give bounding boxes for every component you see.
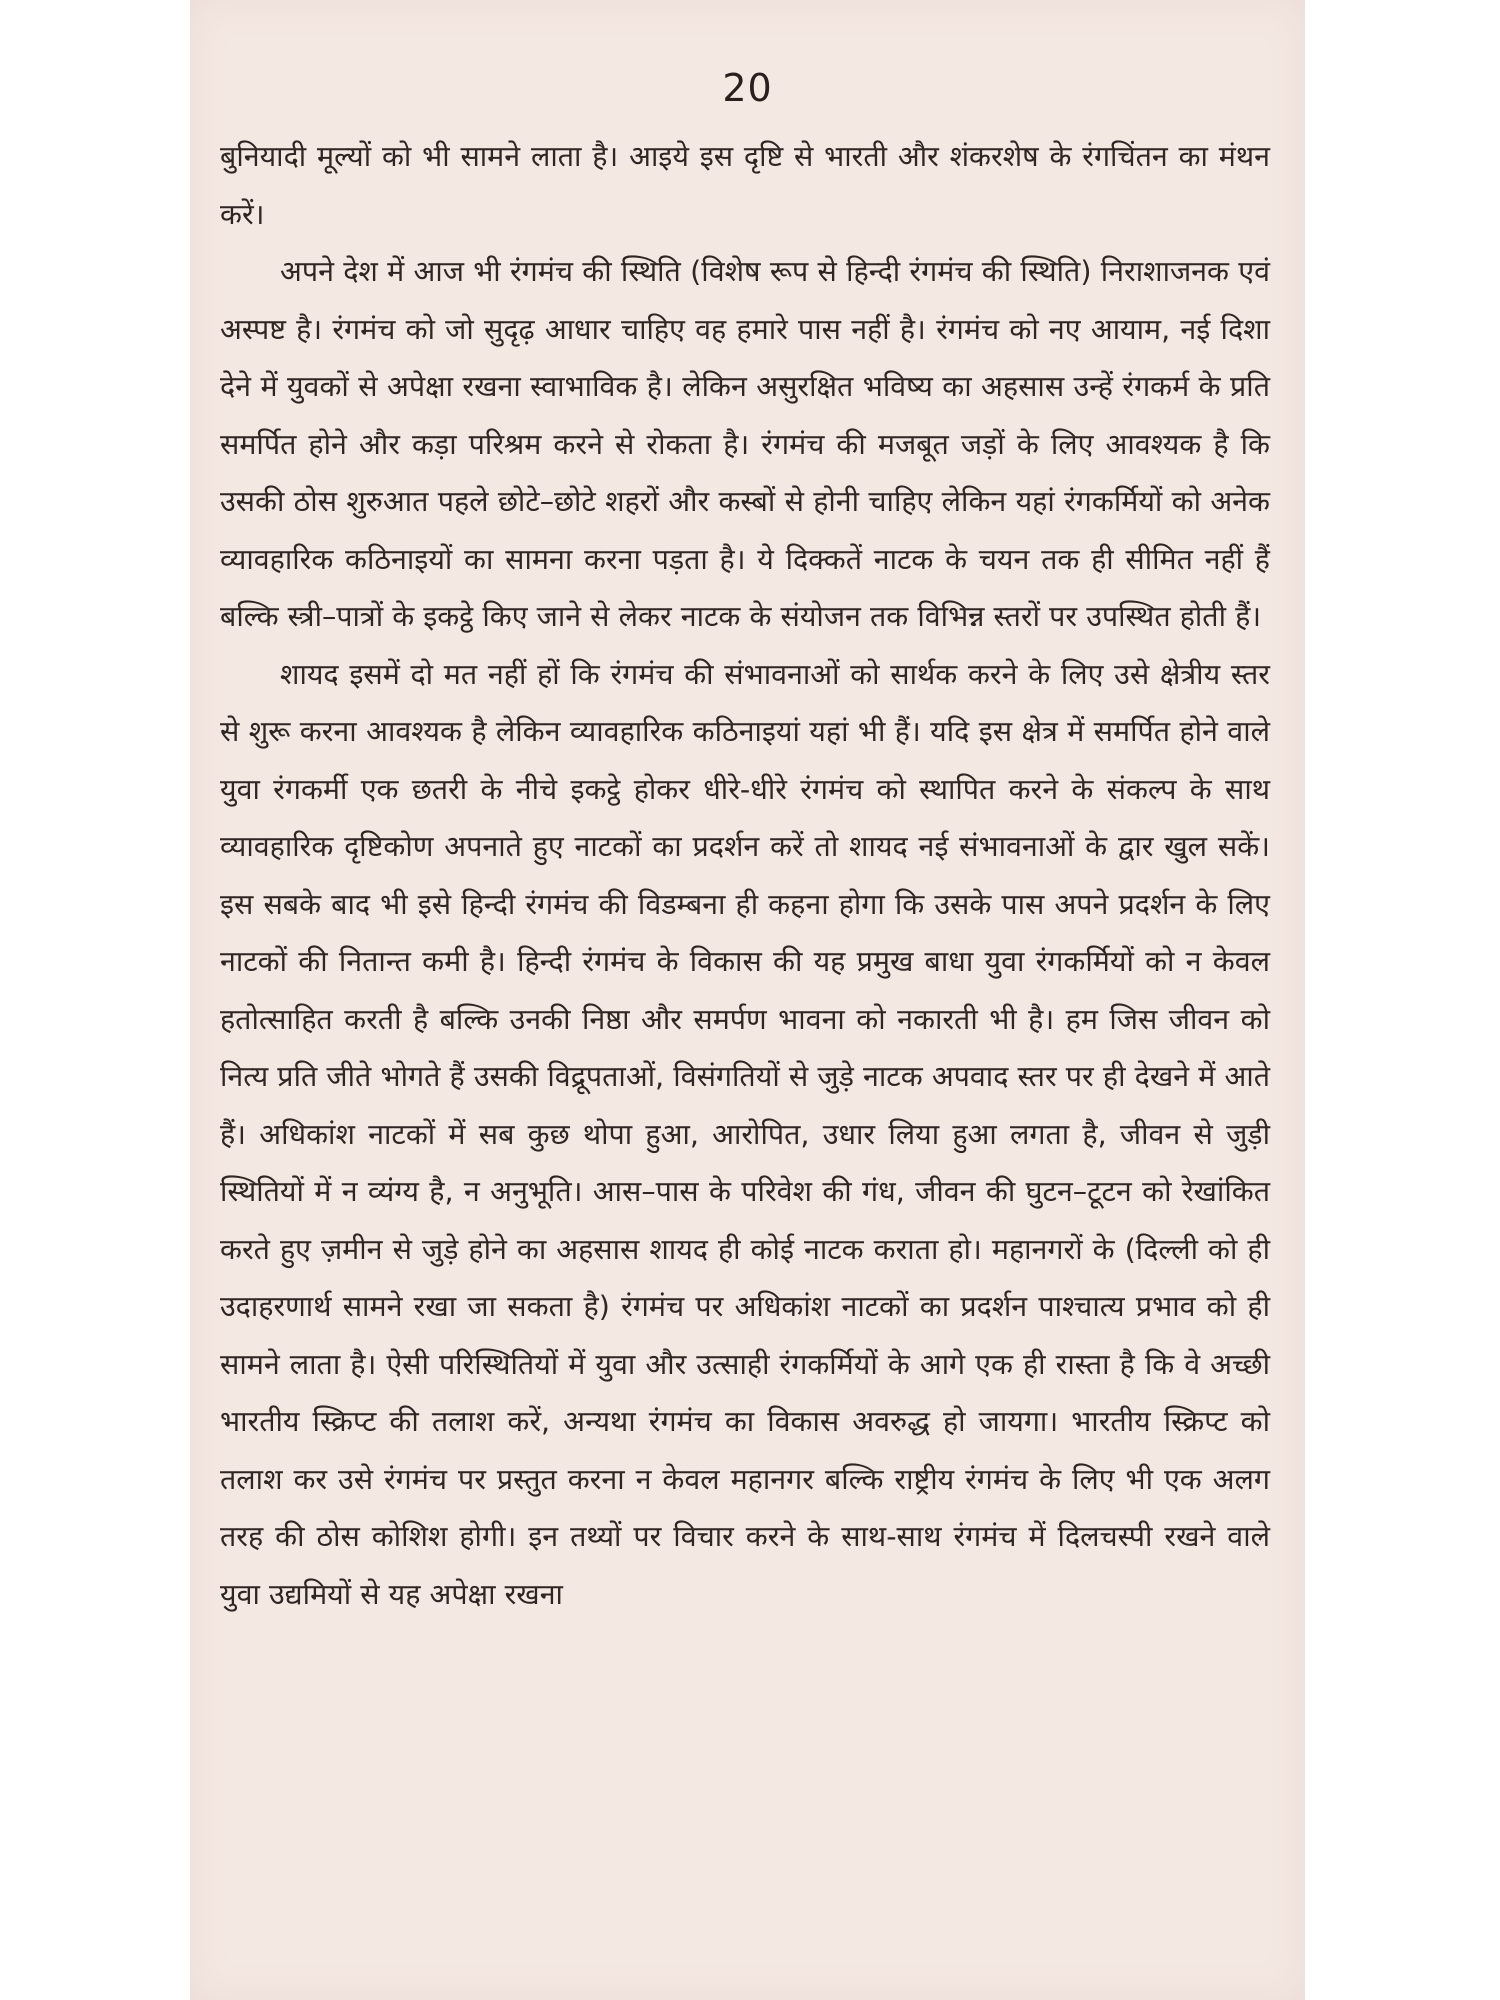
page-body-text xyxy=(220,128,1270,1623)
page-number: 20 xyxy=(722,66,773,110)
paragraph-continuation: बुनियादी मूल्यों को भी सामने लाता है। आइये इस दृष्टि से भारती और शंकरशेष के रंगचिंतन का मंथन करें। xyxy=(220,139,1270,231)
paragraph: शायद इसमें दो मत नहीं हों कि रंगमंच की संभावनाओं को सार्थक करने के लिए उसे क्षेत्रीय स्तर से शुरू करना आवश्यक है लेकिन व्यावहारिक कठिनाइयां यहां भी हैं। यदि इस क्षेत्र में समर्पित होने वाले युवा रंगकर्मी एक छतरी के नीचे इकट्ठे होकर धीरे-धीरे रंगमंच को स्थापित करने के संकल्प के साथ व्यावहारिक दृष्टिकोण अपनाते हुए नाटकों का प्रदर्शन करें तो शायद नई संभावनाओं के द्वार खुल सकें। इस सबके बाद भी इसे हिन्दी रंगमंच की विडम्बना ही कहना होगा कि उसके पास अपने प्रदर्शन के लिए नाटकों की नितान्त कमी है। हिन्दी रंगमंच के विकास की यह प्रमुख बाधा युवा रंगकर्मियों को न केवल हतोत्साहित करती है बल्कि उनकी निष्ठा और समर्पण भावना को नकारती भी है। हम जिस जीवन को नित्य प्रति जीते भोगते हैं उसकी विद्रूपताओं, विसंगतियों से जुड़े नाटक अपवाद स्तर पर ही देखने में आते हैं। अधिकांश नाटकों में सब कुछ थोपा हुआ, आरोपित, उधार लिया हुआ लगता है, जीवन से जुड़ी स्थितियों में न व्यंग्य है, न अनुभूति। आस–पास के परिवेश की गंध, जीवन की घुटन–टूटन को रेखांकित करते हुए ज़मीन से जुड़े होने का अहसास शायद ही कोई नाटक कराता हो। महानगरों के (दिल्ली को ही उदाहरणार्थ सामने रखा जा सकता है) रंगमंच पर अधिकांश नाटकों का प्रदर्शन पाश्चात्य प्रभाव को ही सामने लाता है। ऐसी परिस्थितियों में युवा और उत्साही रंगकर्मियों के आगे एक ही रास्ता है कि वे अच्छी भारतीय स्क्रिप्ट की तलाश करें, अन्यथा रंगमंच का विकास अवरुद्ध हो जायगा। भारतीय स्क्रिप्ट को तलाश कर उसे रंगमंच पर प्रस्तुत करना न केवल महानगर बल्कि राष्ट्रीय रंगमंच के लिए भी एक अलग तरह की ठोस कोशिश होगी। इन तथ्यों पर विचार करने के साथ-साथ रंगमंच में दिलचस्पी रखने वाले युवा उद्यमियों से यह अपेक्षा रखना xyxy=(220,656,1270,1611)
paragraph: अपने देश में आज भी रंगमंच की स्थिति (विशेष रूप से हिन्दी रंगमंच की स्थिति) निराशाजनक एवं अस्पष्ट है। रंगमंच को जो सुदृढ़ आधार चाहिए वह हमारे पास नहीं है। रंगमंच को नए आयाम, नई दिशा देने में युवकों से अपेक्षा रखना स्वाभाविक है। लेकिन असुरक्षित भविष्य का अहसास उन्हें रंगकर्म के प्रति समर्पित होने और कड़ा परिश्रम करने से रोकता है। रंगमंच की मजबूत जड़ों के लिए आवश्यक है कि उसकी ठोस शुरुआत पहले छोटे–छोटे शहरों और कस्बों से होनी चाहिए लेकिन यहां रंगकर्मियों को अनेक व्यावहारिक कठिनाइयों का सामना करना पड़ता है। ये दिक्कतें नाटक के चयन तक ही सीमित नहीं हैं बल्कि स्त्री–पात्रों के इकट्ठे किए जाने से लेकर नाटक के संयोजन तक विभिन्न स्तरों पर उपस्थित होती हैं। xyxy=(220,254,1270,633)
book-page xyxy=(190,0,1305,2000)
